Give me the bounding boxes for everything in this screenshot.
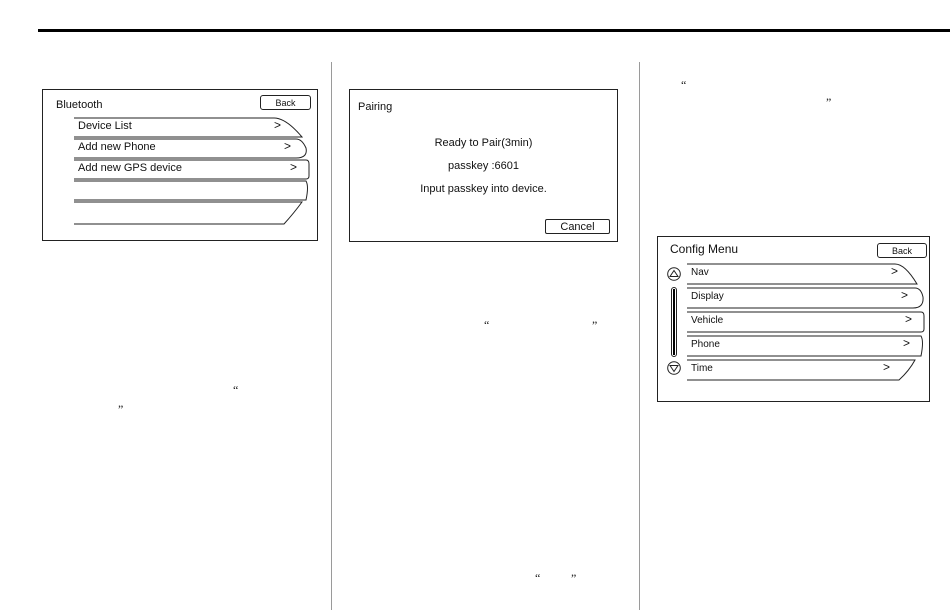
config-item-label: Phone [691,339,720,350]
config-menu-panel [657,236,930,402]
menu-item-add-new-phone[interactable] [74,138,310,159]
pairing-dialog-title: Pairing [358,101,393,113]
pairing-dialog-panel [349,89,618,242]
config-item-display[interactable] [687,287,925,308]
chevron-right-icon: > [290,160,298,174]
config-item-vehicle[interactable] [687,311,925,332]
chevron-right-icon: > [891,264,899,278]
pairing-status-text: Ready to Pair(3min) [434,137,533,149]
cancel-button[interactable]: Cancel [545,219,610,234]
menu-item-empty-1[interactable] [74,180,310,201]
open-quote-col2-b: “ [535,571,541,585]
close-quote-col3: ” [826,95,832,109]
top-rule [38,29,950,32]
menu-item-frame [74,180,310,201]
menu-item-label: Add new Phone [78,141,156,153]
config-item-nav[interactable] [687,263,919,284]
menu-item-frame [687,335,925,357]
config-item-phone[interactable] [687,335,925,356]
chevron-right-icon: > [274,118,282,132]
close-quote-col2-b: ” [571,571,577,585]
close-quote-col2-a: ” [592,318,598,332]
config-item-time[interactable] [687,359,925,380]
menu-item-device-list[interactable] [74,117,304,138]
bluetooth-menu-panel [42,89,318,241]
open-quote-col3: “ [681,78,687,92]
menu-item-add-new-gps-device[interactable] [74,159,310,180]
config-menu-title: Config Menu [670,242,739,256]
config-item-label: Vehicle [691,315,724,326]
menu-item-label: Device List [78,120,132,132]
passkey-text: passkey :6601 [448,160,519,172]
open-quote-col1: “ [233,383,239,397]
chevron-right-icon: > [905,312,913,326]
column-divider-1 [331,62,332,610]
chevron-right-icon: > [903,336,911,350]
chevron-right-icon: > [901,288,909,302]
open-quote-col2-a: “ [484,318,490,332]
close-quote-col1: ” [118,402,124,416]
menu-item-frame [687,263,919,285]
config-item-label: Time [691,363,713,374]
menu-item-frame [74,201,310,225]
chevron-right-icon: > [883,360,891,374]
menu-item-label: Add new GPS device [78,162,182,174]
pairing-instruction-text: Input passkey into device. [420,183,547,195]
config-item-label: Nav [691,267,709,278]
back-button[interactable]: Back [260,95,311,110]
menu-item-empty-2[interactable] [74,201,310,222]
scrollbar-thumb[interactable] [673,289,675,355]
bluetooth-menu-title: Bluetooth [56,99,103,111]
chevron-right-icon: > [284,139,292,153]
scroll-down-icon[interactable] [667,361,681,375]
scrollbar-track[interactable] [671,287,677,357]
column-divider-2 [639,62,640,610]
back-button[interactable]: Back [877,243,927,258]
config-item-label: Display [691,291,724,302]
scroll-up-icon[interactable] [667,267,681,281]
